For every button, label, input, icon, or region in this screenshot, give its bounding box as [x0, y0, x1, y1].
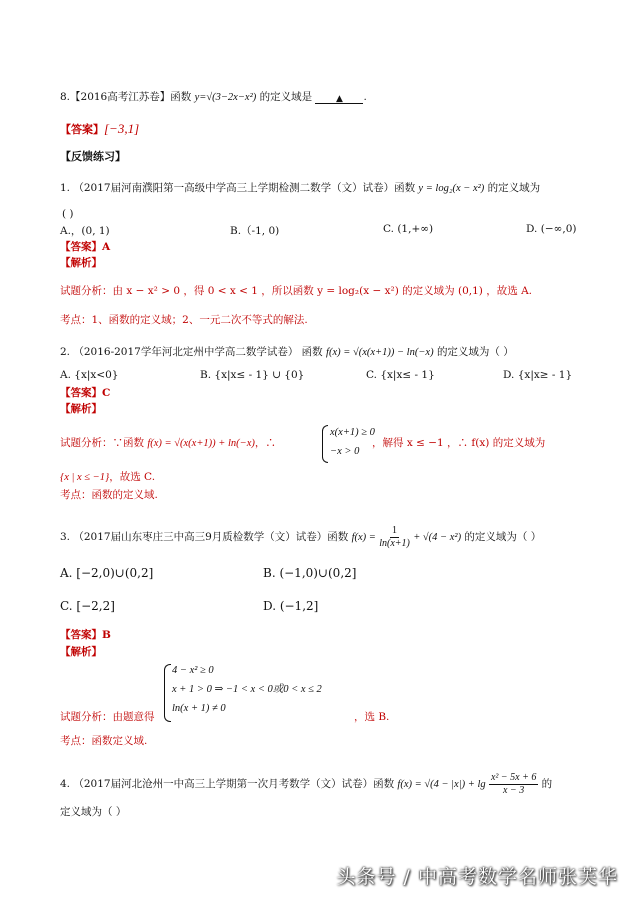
p1-stem: 1. （2017届河南濮阳第一高级中学高三上学期检测二数学（文）试卷）函数 y = log₂(x − x²) 的定义域为: [60, 182, 541, 194]
p1-option-b: B.（-1, 0): [230, 225, 280, 237]
p3-system-row-3: ln(x + 1) ≠ 0: [172, 703, 226, 714]
p4-formula: f(x) = √(4 − |x|) + lg: [397, 779, 486, 790]
p4-stem-line2: 定义域为（ ）: [60, 806, 127, 818]
p3-analysis-label: 【解析】: [60, 646, 102, 658]
p3-analysis-end: ，选 B.: [354, 711, 390, 723]
p1-option-a: A.，(0, 1): [60, 225, 110, 237]
q8-tail: 的定义域是: [259, 91, 313, 103]
p3-kaodian: 考点：函数定义域.: [60, 735, 148, 747]
p2-analysis-line2: {x | x ≤ −1}，故选 C.: [60, 471, 156, 483]
p1-option-c: C. (1,+∞): [383, 223, 434, 235]
p2-kaodian: 考点：函数的定义域.: [60, 489, 158, 501]
p2-analysis-solve: ，解得 x ≤ −1 ，∴ f(x) 的定义域为: [372, 437, 546, 449]
p3-option-a: A. [−2,0)∪(0,2]: [60, 566, 154, 580]
p2-option-a: A. {x|x<0}: [60, 369, 119, 381]
p2-analysis-formula: f(x) = √(x(x+1)) + ln(−x): [147, 438, 255, 449]
p2-system: [330, 423, 375, 461]
p2-analysis-line1: 试题分析：∵函数 f(x) = √(x(x+1)) + ln(−x)，∴: [60, 437, 276, 449]
p1-analysis: 试题分析：由 x − x² > 0 ，得 0 < x < 1 ，所以函数 y = log₂(x − x²) 的定义域为 (0,1) ，故选 A.: [60, 285, 532, 297]
p2-option-d: D. {x|x≥ - 1}: [503, 369, 573, 381]
q8-answer-label: 【答案】: [60, 123, 104, 136]
p1-option-d: D. (−∞,0): [526, 223, 577, 235]
p1-paren: ( ): [62, 208, 74, 220]
p2-system-row-1: x(x+1) ≥ 0: [330, 427, 375, 438]
p2-formula: f(x) = √(x(x+1)) − ln(−x): [326, 347, 434, 358]
p1-analysis-label: 【解析】: [60, 257, 102, 269]
q8-answer-blank: ▲: [315, 91, 363, 104]
p1-formula: y = log₂(x − x²): [418, 183, 485, 194]
p2-answer: 【答案】C: [60, 387, 111, 399]
p2-option-b: B. {x|x≤ - 1} ∪ {0}: [200, 369, 305, 381]
p3-option-d: D. (−1,2]: [263, 599, 319, 613]
q8-stem: 8.【2016高考江苏卷】函数 y=√(3−2x−x²) 的定义域是 ▲ .: [60, 91, 367, 104]
q8-answer: [60, 122, 139, 137]
p2-stem: 2. （2016-2017学年河北定州中学高二数学试卷） 函数 f(x) = √(x(x+1)) − ln(−x) 的定义域为（ ）: [60, 346, 514, 358]
p3-analysis-head: 试题分析：由题意得: [60, 711, 155, 723]
p1-kaodian: 考点：1、函数的定义域；2、一元二次不等式的解法.: [60, 314, 308, 326]
p4-stem: 4. （2017届河北沧州一中高三上学期第一次月考数学（文）试卷）函数 f(x) = √(4 − |x|) + lg $\frac{\text{x² − 5x + 6}}{x - 3}$ 的: [60, 771, 553, 796]
p3-system: [172, 661, 322, 718]
p3-option-c: C. [−2,2]: [60, 599, 115, 613]
p2-system-row-2: −x > 0: [330, 446, 360, 457]
q8-formula: y=√(3−2x−x²): [194, 92, 257, 103]
p2-analysis-label: 【解析】: [60, 403, 102, 415]
p3-stem: 3. （2017届山东枣庄三中高三9月质检数学（文）试卷）函数 f(x) = $\frac{1}{\ln(x+1)}$ + √(4 − x²) 的定义域为（ ）: [60, 524, 542, 549]
q8-answer-value: [−3,1]: [104, 121, 140, 136]
p3-answer: 【答案】B: [60, 629, 111, 641]
p4-fraction: $\frac{\text{x² − 5x + 6}}{x - 3}$: [490, 771, 537, 796]
p1-answer: 【答案】A: [60, 241, 111, 253]
section-title: 【反馈练习】: [60, 150, 126, 163]
p2-option-c: C. {x|x≤ - 1}: [366, 369, 435, 381]
p2-system-brace: [322, 425, 328, 463]
p3-system-row-1: 4 − x² ≥ 0: [172, 665, 214, 676]
p3-system-row-2: x + 1 > 0 ⇒ −1 < x < 0或0 < x ≤ 2: [172, 684, 322, 695]
p3-fraction: $\frac{1}{\ln(x+1)}$: [379, 524, 410, 549]
watermark: 头条号 / 中高考数学名师张芙华: [336, 866, 618, 888]
p3-option-b: B. (−1,0)∪(0,2]: [263, 566, 357, 580]
p3-system-brace: [164, 664, 171, 722]
q8-head: 8.【2016高考江苏卷】函数: [60, 91, 192, 103]
